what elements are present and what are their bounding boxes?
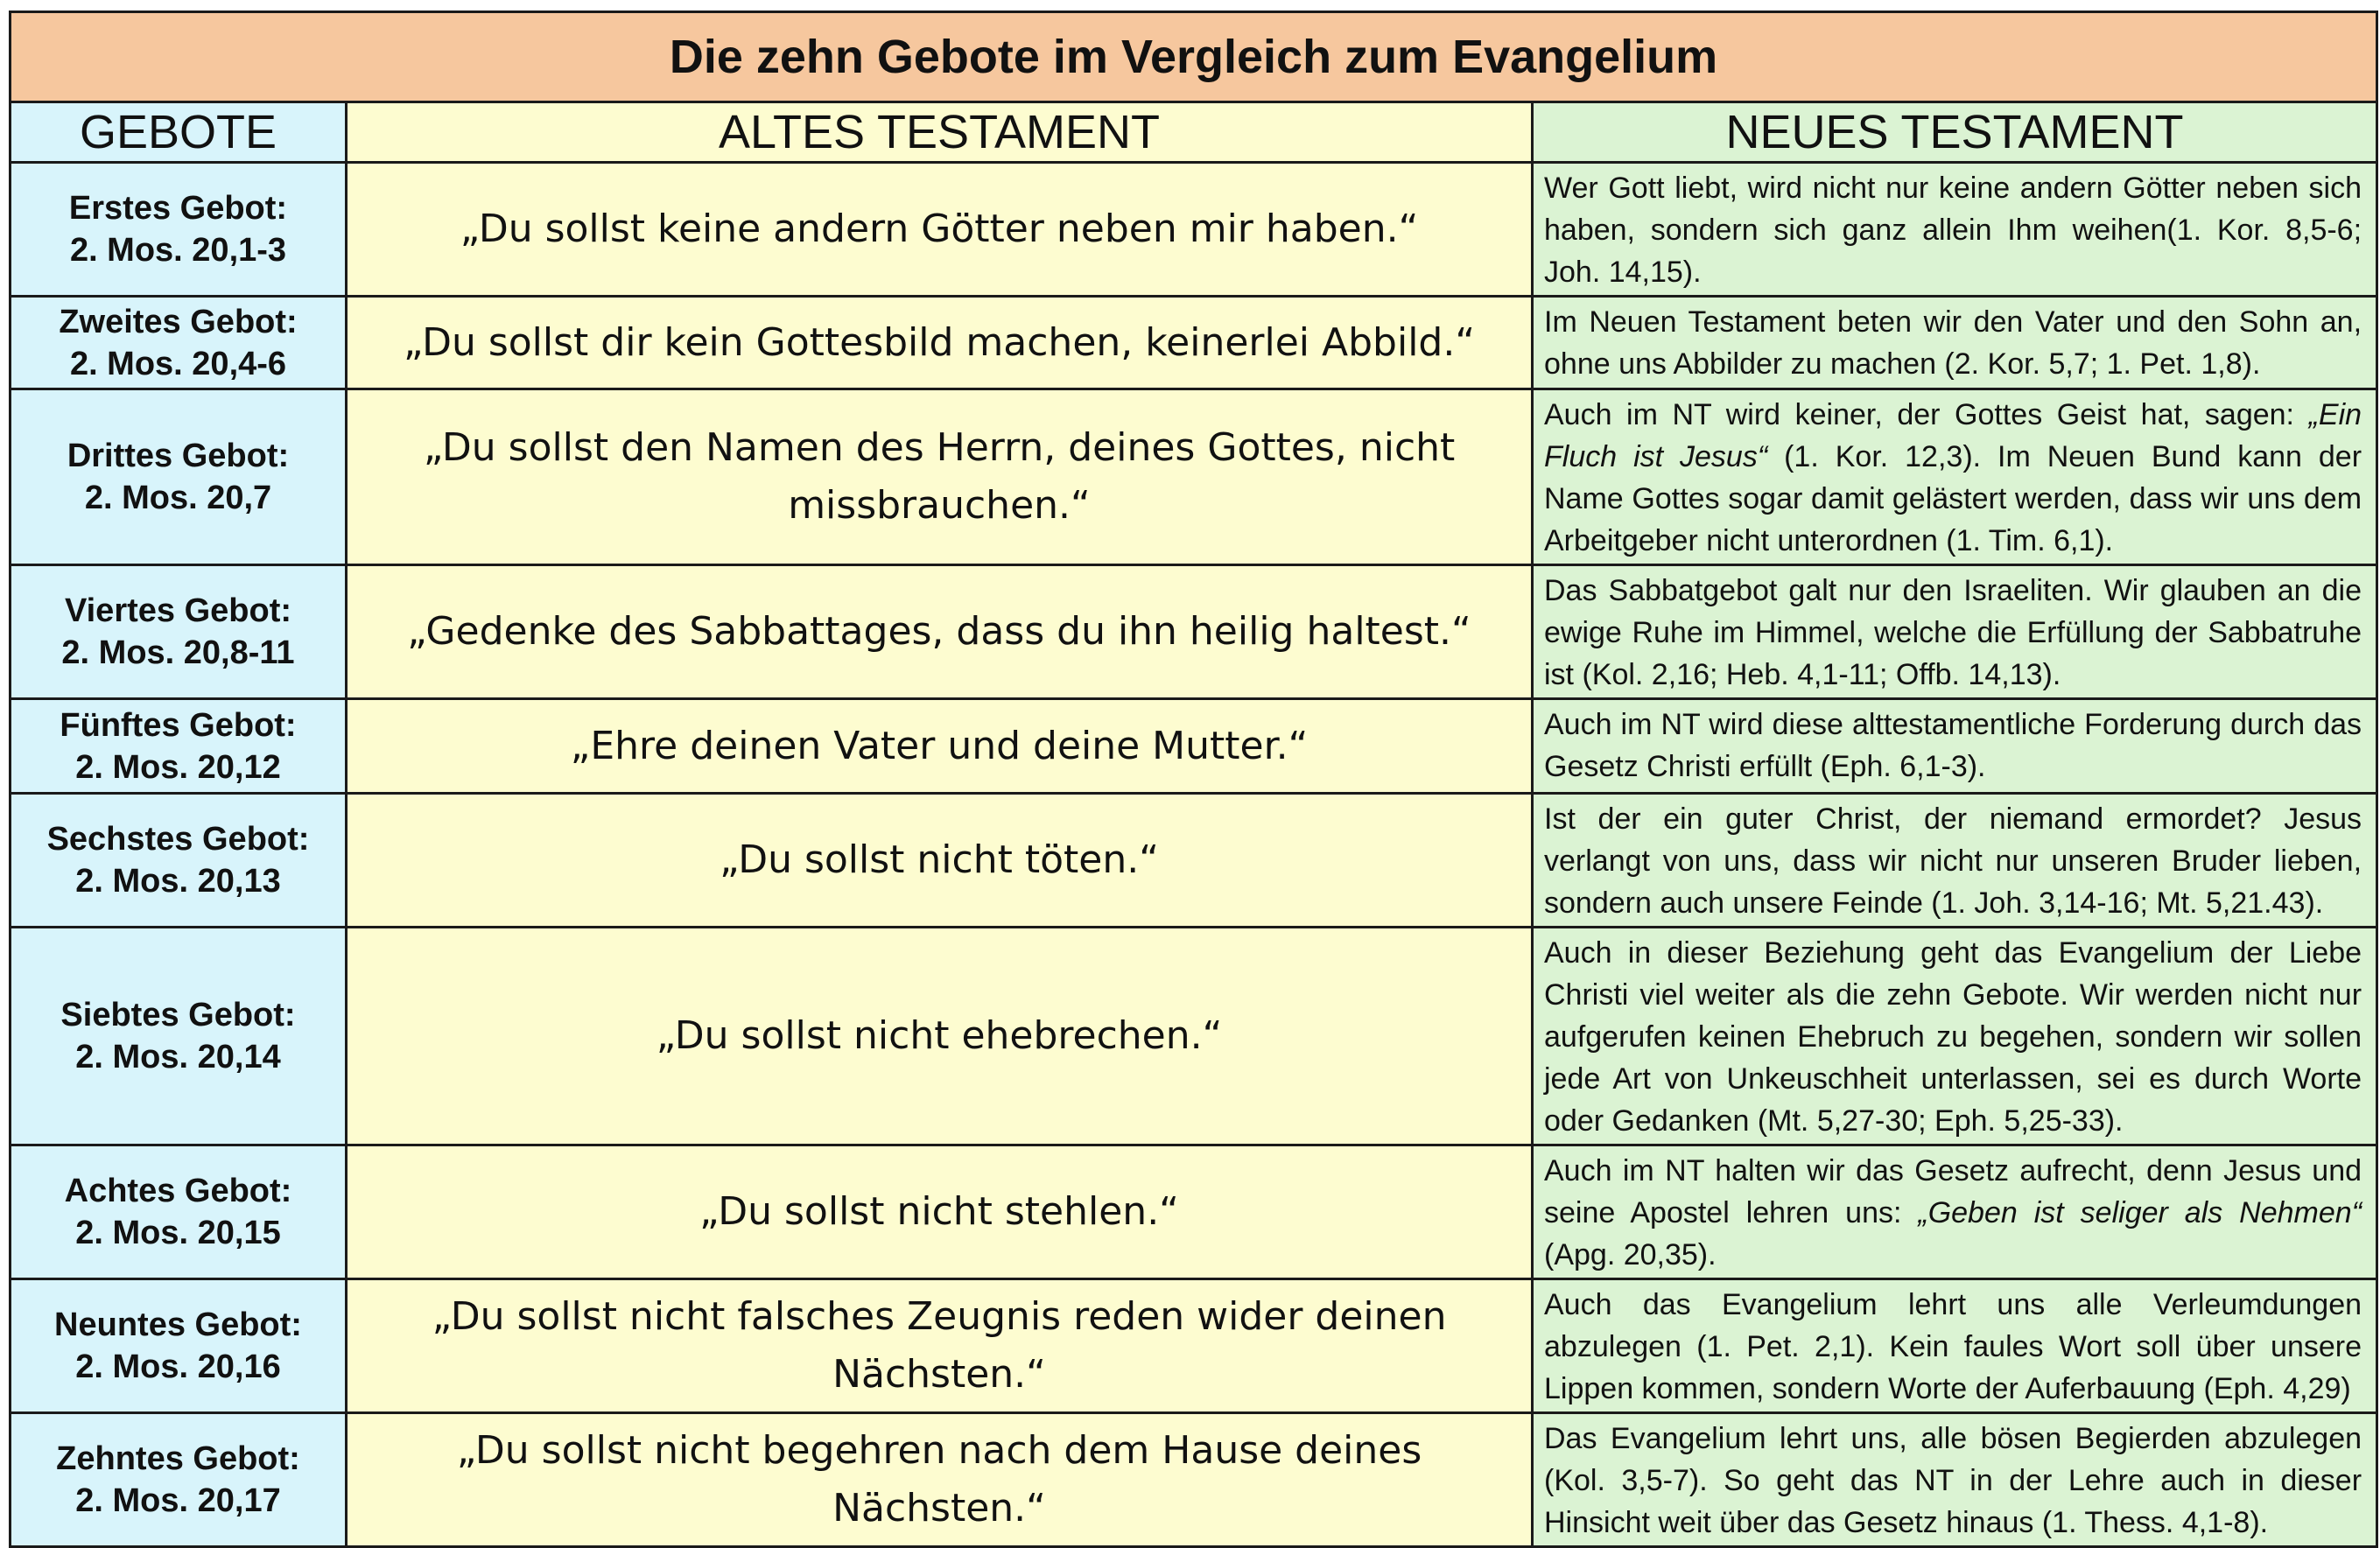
gebot-cell: [11, 297, 347, 389]
gebot-reference: 2. Mos. 20,4-6: [69, 345, 287, 382]
gebot-cell: [11, 1279, 347, 1413]
text-segment: Im Neuen Testament beten wir den Vater und den Sohn an, ohne uns Abbilder zu machen (2. Kor. 5,7; 1. Pet. 1,8).: [1544, 305, 2362, 381]
quoted-scripture: „Geben ist seliger als Nehmen“: [1918, 1196, 2362, 1229]
new-testament-text: [1533, 163, 2377, 297]
old-testament-quote: „Du sollst den Namen des Herrn, deines Gottes, nicht missbrauchen.“: [347, 389, 1533, 565]
old-testament-quote: „Ehre deinen Vater und deine Mutter.“: [347, 699, 1533, 794]
new-testament-text: [1533, 928, 2377, 1145]
new-testament-text: [1533, 389, 2377, 565]
table-row: [11, 163, 2377, 297]
gebot-cell: [11, 565, 347, 699]
gebot-name: Neuntes Gebot:: [54, 1306, 302, 1343]
new-testament-text: [1533, 565, 2377, 699]
gebot-reference: 2. Mos. 20,12: [75, 748, 281, 786]
table-row: [11, 699, 2377, 794]
gebot-cell: [11, 1145, 347, 1279]
new-testament-text: [1533, 794, 2377, 928]
gebot-reference: 2. Mos. 20,7: [84, 480, 272, 516]
gebot-name: Erstes Gebot:: [68, 190, 288, 227]
gebot-reference: 2. Mos. 20,8-11: [61, 634, 295, 671]
gebot-reference: 2. Mos. 20,14: [75, 1039, 281, 1075]
table-row: [11, 297, 2377, 389]
gebot-name: Viertes Gebot:: [64, 592, 292, 629]
gebot-cell: [11, 699, 347, 794]
new-testament-text: [1533, 1279, 2377, 1413]
gebot-cell: [11, 928, 347, 1145]
table-row: [11, 1145, 2377, 1279]
table-row: [11, 389, 2377, 565]
commandments-table: [9, 11, 2378, 1548]
table-title: Die zehn Gebote im Vergleich zum Evangelium: [11, 12, 2377, 102]
new-testament-text: [1533, 297, 2377, 389]
gebot-reference: 2. Mos. 20,17: [75, 1482, 281, 1519]
old-testament-quote: „Gedenke des Sabbattages, dass du ihn heilig haltest.“: [347, 565, 1533, 699]
new-testament-text: [1533, 1413, 2377, 1547]
old-testament-quote: „Du sollst keine andern Götter neben mir haben.“: [347, 163, 1533, 297]
gebot-name: Sechstes Gebot:: [46, 821, 310, 858]
header-neues-testament: NEUES TESTAMENT: [1533, 102, 2377, 163]
new-testament-text: [1533, 1145, 2377, 1279]
gebot-reference: 2. Mos. 20,13: [75, 863, 281, 900]
text-segment: Auch das Evangelium lehrt uns alle Verleumdungen abzulegen (1. Pet. 2,1). Kein faules Wort soll über unsere Lippen kommen, sondern Worte der Auferbauung (Eph. 4,29): [1544, 1288, 2362, 1405]
table-body: [11, 163, 2377, 1547]
old-testament-quote: „Du sollst nicht töten.“: [347, 794, 1533, 928]
table-row: [11, 794, 2377, 928]
old-testament-quote: „Du sollst nicht begehren nach dem Hause deines Nächsten.“: [347, 1413, 1533, 1547]
gebot-cell: [11, 163, 347, 297]
new-testament-text: [1533, 699, 2377, 794]
gebot-cell: [11, 389, 347, 565]
text-segment: (1. Kor. 12,3). Im Neuen Bund kann der Name Gottes sogar damit gelästert werden, dass wir uns dem Arbeitgeber nicht unterordnen (1. Tim. 6,1).: [1544, 440, 2362, 557]
header-gebote: GEBOTE: [11, 102, 347, 163]
text-segment: Das Sabbatgebot galt nur den Israeliten. Wir glauben an die ewige Ruhe im Himmel, welche die Erfüllung der Sabbatruhe ist (Kol. 2,16; Heb. 4,1-11; Offb. 14,13).: [1544, 574, 2362, 691]
text-segment: Auch in dieser Beziehung geht das Evangelium der Liebe Christi viel weiter als die zehn Gebote. Wir werden nicht nur aufgerufen keinen Ehebruch zu begehen, sondern wir sollen jede Art von Unkeuschheit unterlassen, sei es durch Worte oder Gedanken (Mt. 5,27-30; Eph. 5,25-33).: [1544, 936, 2362, 1138]
gebot-name: Fünftes Gebot:: [60, 706, 297, 744]
gebot-cell: [11, 794, 347, 928]
gebot-name: Drittes Gebot:: [67, 438, 290, 474]
text-segment: Auch im NT wird diese alttestamentliche Forderung durch das Gesetz Christi erfüllt (Eph. 6,1-3).: [1544, 708, 2362, 783]
text-segment: Auch im NT halten wir das Gesetz aufrecht, denn Jesus und seine Apostel lehren uns:: [1544, 1154, 2362, 1229]
gebot-cell: [11, 1413, 347, 1547]
old-testament-quote: „Du sollst nicht stehlen.“: [347, 1145, 1533, 1279]
table-row: [11, 1279, 2377, 1413]
quoted-scripture: „Ein Fluch ist Jesus“: [1544, 398, 2362, 473]
old-testament-quote: „Du sollst dir kein Gottesbild machen, keinerlei Abbild.“: [347, 297, 1533, 389]
table-row: [11, 928, 2377, 1145]
gebot-name: Siebtes Gebot:: [60, 997, 296, 1033]
gebot-name: Zweites Gebot:: [59, 303, 298, 340]
old-testament-quote: „Du sollst nicht falsches Zeugnis reden wider deinen Nächsten.“: [347, 1279, 1533, 1413]
text-segment: Wer Gott liebt, wird nicht nur keine andern Götter neben sich haben, sondern sich ganz allein Ihm weihen(1. Kor. 8,5-6; Joh. 14,15).: [1544, 172, 2362, 289]
gebot-reference: 2. Mos. 20,15: [75, 1215, 281, 1251]
text-segment: Ist der ein guter Christ, der niemand ermordet? Jesus verlangt von uns, dass wir nicht nur unseren Bruder lieben, sondern auch unsere Feinde (1. Joh. 3,14-16; Mt. 5,21.43).: [1544, 802, 2362, 920]
gebot-name: Zehntes Gebot:: [56, 1440, 300, 1477]
table-row: [11, 1413, 2377, 1547]
text-segment: (Apg. 20,35).: [1544, 1238, 1717, 1271]
old-testament-quote: „Du sollst nicht ehebrechen.“: [347, 928, 1533, 1145]
header-altes-testament: ALTES TESTAMENT: [347, 102, 1533, 163]
text-segment: Das Evangelium lehrt uns, alle bösen Begierden abzulegen (Kol. 3,5-7). So geht das NT in der Lehre auch in dieser Hinsicht weit über das Gesetz hinaus (1. Thess. 4,1-8).: [1544, 1422, 2362, 1539]
gebot-reference: 2. Mos. 20,16: [75, 1348, 281, 1385]
text-segment: Auch im NT wird keiner, der Gottes Geist hat, sagen:: [1544, 398, 2309, 431]
gebot-reference: 2. Mos. 20,1-3: [69, 232, 287, 269]
table-row: [11, 565, 2377, 699]
gebot-name: Achtes Gebot:: [64, 1173, 292, 1209]
